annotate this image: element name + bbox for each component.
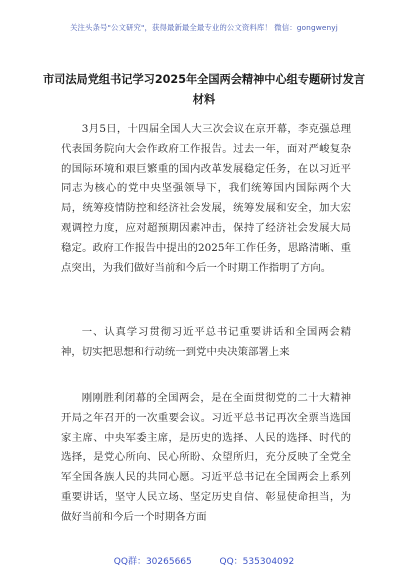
section-heading: 一、认真学习贯彻习近平总书记重要讲话和全国两会精神，切实把思想和行动统一到党中央决策部署上来: [61, 326, 351, 358]
body-paragraph: 刚刚胜利闭幕的全国两会，是在全面贯彻党的二十大精神开局之年召开的一次重要会议。习近平总书记再次全票当选国家主席、中央军委主席，是历史的选择、人民的选择、时代的选择，是党心所向、民心所盼、众望所归，充分反映了全党全军全国各族人民的共同心愿。习近平总书记在全国两会上系列重要讲话，坚守人民立场、坚定历史自信、彰显使命担当，为做好当前和今后一个时期各方面: [61, 392, 351, 523]
promo-banner: 关注头条号"公文研究"，获得最新最全最专业的公文资料库！ 微信：gongwenyj: [70, 23, 338, 32]
qq-number: QQ：535304092: [219, 557, 295, 567]
contact-footer: [0, 554, 408, 567]
body-paragraph: 3月5日，十四届全国人大三次会议在京开幕，李克强总理代表国务院向大会作政府工作报告。过去一年，面对严峻复杂的国际环境和艰巨繁重的国内改革发展稳定任务，在以习近平同志为核心的党中央坚强领导下，我们统筹国内国际两个大局，统筹疫情防控和经济社会发展，统筹发展和安全，加大宏观调控力度，应对超预期因素冲击，保持了经济社会发展大局稳定。政府工作报告中提出的2025年工作任务，思路清晰、重点突出，为我们做好当前和今后一个时期工作指明了方向。: [61, 123, 351, 274]
document-title: 市司法局党组书记学习2025年全国两会精神中心组专题研讨发言材料: [42, 73, 365, 106]
qq-group-number: QQ群：30265665: [113, 557, 192, 567]
